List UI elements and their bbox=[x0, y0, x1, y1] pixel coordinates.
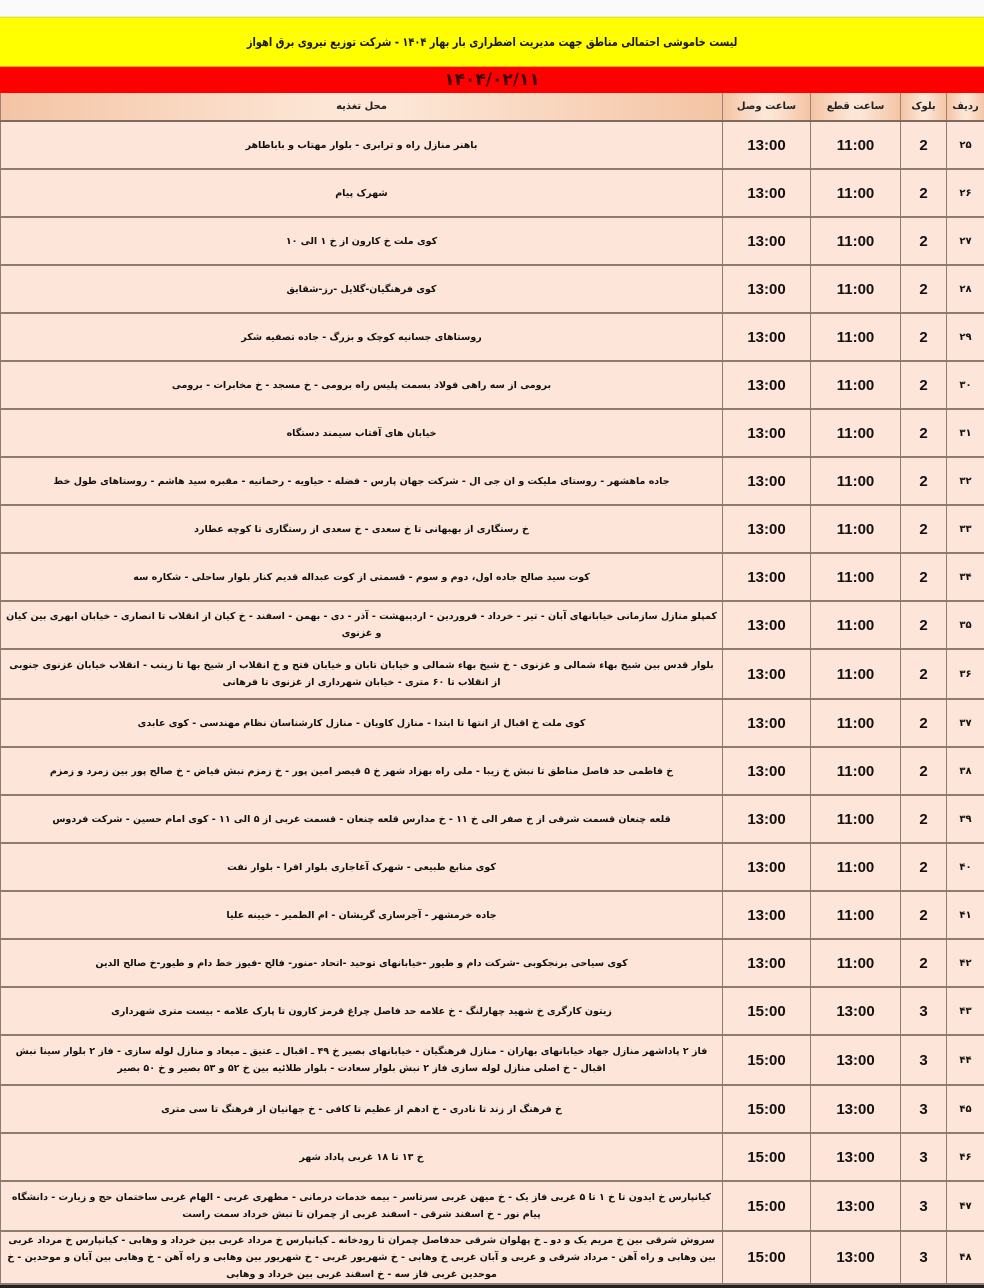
table-row bbox=[1, 843, 984, 891]
table-row bbox=[1, 601, 984, 649]
table-row bbox=[1, 457, 984, 505]
row-number-cell: ۴۱ bbox=[947, 891, 984, 939]
location-cell: فاز ۲ پاداشهر منازل جهاد خیابانهای بهاران - منازل فرهنگیان - خیابانهای بصیر خ ۴۹ ـ اقبال ـ عتیق ـ میعاد و منازل لوله سازی - فاز ۲ بلوار سینا نبش اقبال - خ اصلی منازل لوله سازی فاز ۲ نبش بلوار سعادت - بلوار طلائیه بین خ ۵۲ و ۵۳ بصیر و خ ۵۰ بصیر bbox=[1, 1035, 723, 1085]
location-cell: روستاهای جسانیه کوچک و بزرگ - جاده تصفیه شکر bbox=[1, 313, 723, 361]
cut-time-cell: 11:00 bbox=[811, 409, 901, 457]
cut-time-cell: 13:00 bbox=[811, 1133, 901, 1181]
table-row bbox=[1, 1085, 984, 1133]
table-row bbox=[1, 265, 984, 313]
location-cell: خ ۱۳ تا ۱۸ غربی پاداد شهر bbox=[1, 1133, 723, 1181]
row-number-cell: ۴۵ bbox=[947, 1085, 984, 1133]
block-cell: 2 bbox=[901, 505, 947, 553]
column-header-block: بلوک bbox=[901, 93, 947, 121]
location-cell: کوی ملت خ کارون از خ ۱ الی ۱۰ bbox=[1, 217, 723, 265]
block-cell: 2 bbox=[901, 169, 947, 217]
location-cell: سروش شرقی بین خ مریم یک و دو ـ خ پهلوان شرقی حدفاصل چمران تا رودخانه ـ کیانپارس خ مرداد غربی بین خرداد و وهابی - کیانپارس خ مرداد غربی بین وهابی و راه آهن - مرداد شرقی و غربی و آبان غربی خ وهابی - خ شهریور غربی - خ شهریور بین وهابی و راه آهن - خ وهابی بین آبان و موحدین - خ موحدین غربی فاز سه - خ اسفند غربی بین خرداد و وهابی bbox=[1, 1231, 723, 1284]
table-row bbox=[1, 217, 984, 265]
column-header-row-number: ردیف bbox=[947, 93, 984, 121]
row-number-cell: ۲۶ bbox=[947, 169, 984, 217]
table-row bbox=[1, 649, 984, 699]
table-row bbox=[1, 409, 984, 457]
connect-time-cell: 13:00 bbox=[723, 169, 811, 217]
location-cell: جاده ماهشهر - روستای ملیکت و ان جی ال - شرکت جهان پارس - فضله - حیاویه - رحمانیه - مقبره سید هاشم - روستاهای طول خط bbox=[1, 457, 723, 505]
row-number-cell: ۴۲ bbox=[947, 939, 984, 987]
cut-time-cell: 13:00 bbox=[811, 1035, 901, 1085]
table-row bbox=[1, 169, 984, 217]
location-cell: کوی فرهنگیان-گلایل -رز-شقایق bbox=[1, 265, 723, 313]
cut-time-cell: 11:00 bbox=[811, 121, 901, 169]
cut-time-cell: 11:00 bbox=[811, 313, 901, 361]
connect-time-cell: 13:00 bbox=[723, 891, 811, 939]
cut-time-cell: 11:00 bbox=[811, 891, 901, 939]
table-row bbox=[1, 1133, 984, 1181]
table-row bbox=[1, 699, 984, 747]
row-number-cell: ۳۶ bbox=[947, 649, 984, 699]
block-cell: 3 bbox=[901, 987, 947, 1035]
row-number-cell: ۴۸ bbox=[947, 1231, 984, 1284]
row-number-cell: ۳۳ bbox=[947, 505, 984, 553]
connect-time-cell: 13:00 bbox=[723, 795, 811, 843]
table-row bbox=[1, 553, 984, 601]
block-cell: 2 bbox=[901, 601, 947, 649]
connect-time-cell: 13:00 bbox=[723, 699, 811, 747]
table-row bbox=[1, 1035, 984, 1085]
location-cell: خیابان های آفتاب سیمند دستگاه bbox=[1, 409, 723, 457]
block-cell: 2 bbox=[901, 121, 947, 169]
block-cell: 3 bbox=[901, 1231, 947, 1284]
location-cell: کمپلو منازل سازمانی خیابانهای آبان - تیر - خرداد - فروردین - اردیبهشت - آذر - دی - بهمن - اسفند - خ کیان از انقلاب تا انصاری - خیابان ابهری بین کیان و غزنوی bbox=[1, 601, 723, 649]
connect-time-cell: 15:00 bbox=[723, 1035, 811, 1085]
row-number-cell: ۳۲ bbox=[947, 457, 984, 505]
cut-time-cell: 11:00 bbox=[811, 169, 901, 217]
row-number-cell: ۳۱ bbox=[947, 409, 984, 457]
cut-time-cell: 13:00 bbox=[811, 1085, 901, 1133]
location-cell: کوی سیاحی برنجکوبی -شرکت دام و طیور -خیابانهای توحید -اتحاد -منور- فالح -فیوز خط دام و طیور-خ صالح الدین bbox=[1, 939, 723, 987]
block-cell: 2 bbox=[901, 939, 947, 987]
connect-time-cell: 15:00 bbox=[723, 1133, 811, 1181]
block-cell: 2 bbox=[901, 891, 947, 939]
table-header-row bbox=[1, 93, 984, 121]
block-cell: 3 bbox=[901, 1085, 947, 1133]
cut-time-cell: 11:00 bbox=[811, 505, 901, 553]
location-cell: خ فاطمی حد فاصل مناطق تا نبش خ زیبا - ملی راه بهزاد شهر خ ۵ قیصر امین پور - خ زمزم نبش فیاض - خ صالح پور بین زمرد و زمزم bbox=[1, 747, 723, 795]
row-number-cell: ۴۳ bbox=[947, 987, 984, 1035]
cut-time-cell: 11:00 bbox=[811, 601, 901, 649]
connect-time-cell: 13:00 bbox=[723, 505, 811, 553]
connect-time-cell: 15:00 bbox=[723, 1181, 811, 1231]
location-cell: بلوار قدس بین شیخ بهاء شمالی و غزنوی - خ شیخ بهاء شمالی و خیابان تابان و خیابان فتح و خ انقلاب از شیخ بها تا زینب - انقلاب خیابان غزنوی جنوبی از انقلاب تا ۶۰ متری - خیابان شهرداری از غزنوی تا فرهانی bbox=[1, 649, 723, 699]
table-row bbox=[1, 121, 984, 169]
connect-time-cell: 13:00 bbox=[723, 553, 811, 601]
connect-time-cell: 13:00 bbox=[723, 601, 811, 649]
table-row bbox=[1, 891, 984, 939]
connect-time-cell: 13:00 bbox=[723, 409, 811, 457]
row-number-cell: ۳۵ bbox=[947, 601, 984, 649]
column-header-cut-time: ساعت قطع bbox=[811, 93, 901, 121]
row-number-cell: ۴۰ bbox=[947, 843, 984, 891]
cut-time-cell: 11:00 bbox=[811, 795, 901, 843]
connect-time-cell: 13:00 bbox=[723, 265, 811, 313]
cut-time-cell: 11:00 bbox=[811, 457, 901, 505]
location-cell: زیتون کارگری خ شهید چهارلنگ - خ علامه حد فاصل چراغ قرمز کارون تا پارک علامه - بیست متری شهرداری bbox=[1, 987, 723, 1035]
location-cell: خ رستگاری از بهبهانی تا خ سعدی - خ سعدی از رستگاری تا کوچه عطارد bbox=[1, 505, 723, 553]
block-cell: 2 bbox=[901, 409, 947, 457]
connect-time-cell: 13:00 bbox=[723, 649, 811, 699]
column-header-location: محل تغذیه bbox=[1, 93, 723, 121]
block-cell: 3 bbox=[901, 1181, 947, 1231]
location-cell: کوی ملت خ اقبال از انتها تا ابتدا - منازل کاویان - منازل کارشناسان نظام مهندسی - کوی عابدی bbox=[1, 699, 723, 747]
cut-time-cell: 13:00 bbox=[811, 1231, 901, 1284]
table-body bbox=[1, 121, 984, 1284]
location-cell: باهنر منازل راه و ترابری - بلوار مهتاب و باباطاهر bbox=[1, 121, 723, 169]
table-row bbox=[1, 939, 984, 987]
row-number-cell: ۲۷ bbox=[947, 217, 984, 265]
row-number-cell: ۳۴ bbox=[947, 553, 984, 601]
table-row bbox=[1, 361, 984, 409]
row-number-cell: ۳۰ bbox=[947, 361, 984, 409]
row-number-cell: ۲۹ bbox=[947, 313, 984, 361]
cut-time-cell: 13:00 bbox=[811, 987, 901, 1035]
block-cell: 2 bbox=[901, 747, 947, 795]
cut-time-cell: 11:00 bbox=[811, 553, 901, 601]
row-number-cell: ۳۸ bbox=[947, 747, 984, 795]
location-cell: برومی از سه راهی فولاد بسمت پلیس راه برومی - خ مسجد - خ مخابرات - برومی bbox=[1, 361, 723, 409]
block-cell: 2 bbox=[901, 217, 947, 265]
cut-time-cell: 11:00 bbox=[811, 843, 901, 891]
connect-time-cell: 13:00 bbox=[723, 313, 811, 361]
block-cell: 2 bbox=[901, 699, 947, 747]
connect-time-cell: 13:00 bbox=[723, 843, 811, 891]
block-cell: 2 bbox=[901, 361, 947, 409]
block-cell: 2 bbox=[901, 843, 947, 891]
block-cell: 3 bbox=[901, 1133, 947, 1181]
connect-time-cell: 15:00 bbox=[723, 1231, 811, 1284]
cut-time-cell: 11:00 bbox=[811, 217, 901, 265]
location-cell: شهرک پیام bbox=[1, 169, 723, 217]
location-cell: کیانپارس خ ایدون تا خ ۱ تا ۵ غربی فاز یک - خ میهن غربی سرتاسر - بیمه خدمات درمانی - مطهری غربی - الهام غربی ساختمان حج و زیارت - دانشگاه پیام نور - خ اسفند شرقی - اسفند غربی از چمران تا نبش خرداد سمت راست bbox=[1, 1181, 723, 1231]
top-bar bbox=[0, 0, 984, 17]
row-number-cell: ۲۵ bbox=[947, 121, 984, 169]
table-row bbox=[1, 1231, 984, 1284]
row-number-cell: ۴۷ bbox=[947, 1181, 984, 1231]
connect-time-cell: 13:00 bbox=[723, 939, 811, 987]
row-number-cell: ۴۶ bbox=[947, 1133, 984, 1181]
table-row bbox=[1, 1181, 984, 1231]
column-header-connect-time: ساعت وصل bbox=[723, 93, 811, 121]
row-number-cell: ۲۸ bbox=[947, 265, 984, 313]
cut-time-cell: 11:00 bbox=[811, 939, 901, 987]
cut-time-cell: 11:00 bbox=[811, 699, 901, 747]
date-banner bbox=[0, 66, 984, 93]
cut-time-cell: 13:00 bbox=[811, 1181, 901, 1231]
location-cell: کوی منابع طبیعی - شهرک آغاجاری بلوار افرا - بلوار نفت bbox=[1, 843, 723, 891]
connect-time-cell: 15:00 bbox=[723, 1085, 811, 1133]
block-cell: 2 bbox=[901, 795, 947, 843]
cut-time-cell: 11:00 bbox=[811, 265, 901, 313]
connect-time-cell: 13:00 bbox=[723, 121, 811, 169]
table-row bbox=[1, 795, 984, 843]
location-cell: کوت سید صالح جاده اول، دوم و سوم - قسمتی از کوت عبداله قدیم کنار بلوار ساحلی - شکاره سه bbox=[1, 553, 723, 601]
block-cell: 2 bbox=[901, 313, 947, 361]
location-cell: جاده خرمشهر - آجرسازی گریشان - ام الطمیر - خیینه علیا bbox=[1, 891, 723, 939]
row-number-cell: ۴۴ bbox=[947, 1035, 984, 1085]
table-row bbox=[1, 747, 984, 795]
location-cell: قلعه چنعان قسمت شرقی از خ صفر الی خ ۱۱ - خ مدارس قلعه چنعان - قسمت غربی از ۵ الی ۱۱ - کوی امام حسین - شرکت فردوس bbox=[1, 795, 723, 843]
table-row bbox=[1, 987, 984, 1035]
document-date: ۱۴۰۴/۰۲/۱۱ bbox=[444, 70, 539, 90]
cut-time-cell: 11:00 bbox=[811, 747, 901, 795]
connect-time-cell: 15:00 bbox=[723, 987, 811, 1035]
connect-time-cell: 13:00 bbox=[723, 361, 811, 409]
location-cell: خ فرهنگ از زند تا نادری - خ ادهم از عظیم تا کافی - خ جهانیان از فرهنگ تا سی متری bbox=[1, 1085, 723, 1133]
connect-time-cell: 13:00 bbox=[723, 457, 811, 505]
block-cell: 2 bbox=[901, 265, 947, 313]
connect-time-cell: 13:00 bbox=[723, 217, 811, 265]
table-row bbox=[1, 505, 984, 553]
block-cell: 3 bbox=[901, 1035, 947, 1085]
block-cell: 2 bbox=[901, 457, 947, 505]
block-cell: 2 bbox=[901, 553, 947, 601]
connect-time-cell: 13:00 bbox=[723, 747, 811, 795]
title-banner bbox=[0, 17, 984, 66]
table-row bbox=[1, 313, 984, 361]
cut-time-cell: 11:00 bbox=[811, 361, 901, 409]
row-number-cell: ۳۷ bbox=[947, 699, 984, 747]
block-cell: 2 bbox=[901, 649, 947, 699]
row-number-cell: ۳۹ bbox=[947, 795, 984, 843]
cut-time-cell: 11:00 bbox=[811, 649, 901, 699]
document-title: لیست خاموشی احتمالی مناطق جهت مدیریت اضطراری بار بهار ۱۴۰۴ - شرکت توزیع نیروی برق اهواز bbox=[247, 35, 738, 49]
outage-schedule-table bbox=[0, 93, 984, 1285]
